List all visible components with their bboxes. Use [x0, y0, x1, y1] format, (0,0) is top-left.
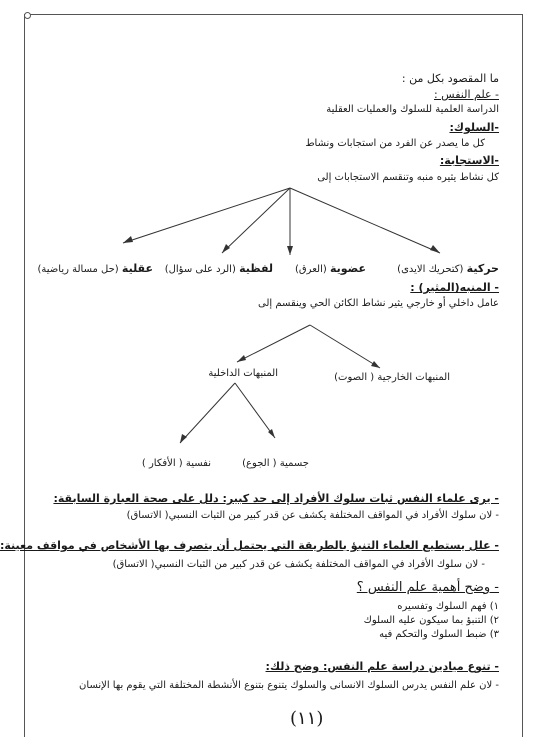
response-type-example: (العرق)	[295, 264, 327, 275]
psychological-stimuli: نفسية ( الأفكار )	[141, 458, 211, 469]
response-type-name: عقلية	[121, 262, 153, 275]
internal-stimuli: المنبهات الداخلية	[208, 368, 278, 379]
response-type-mental	[38, 262, 153, 275]
page-number: (١١)	[290, 708, 324, 729]
answer-4: - لان علم النفس يدرس السلوك الانسانى والسلوك يتنوع بتنوع الأنشطة المختلفة التي يقوم بها الإنسان	[79, 680, 499, 691]
intro-question: ما المقصود بكل من :	[401, 72, 499, 85]
physical-stimuli: جسمية ( الجوع)	[242, 458, 309, 469]
response-type-organic	[295, 262, 366, 275]
importance-item: ١) فهم السلوك وتفسيره	[397, 601, 499, 612]
question-3: - وضح أهمية علم النفس ؟	[356, 580, 499, 595]
answer-2: - لان سلوك الأفراد في المواقف المختلفة يكشف عن قدر كبير من الثبات النسبي( الاتساق)	[112, 559, 485, 570]
response-type-verbal	[165, 262, 273, 275]
question-4: - تنوع ميادين دراسة علم النفس: وضح ذلك:	[265, 660, 499, 673]
response-type-name: حركية	[466, 262, 499, 275]
psychology-definition: الدراسة العلمية للسلوك والعمليات العقلية	[326, 104, 499, 115]
question-2: - علل يستطيع العلماء التنبؤ بالطريقة التي يحتمل أن يتصرف بها الأشخاص في مواقف معينة:	[0, 539, 499, 552]
response-type-name: عضوية	[329, 262, 366, 275]
response-definition: كل نشاط يثيره منبه وتنقسم الاستجابات إلى	[317, 172, 499, 183]
response-type-example: (كتحريك الايدى)	[397, 264, 464, 275]
stimulus-term: - المنبه(المثير) :	[410, 281, 499, 294]
importance-item: ٢) التنبؤ بما سيكون عليه السلوك	[363, 615, 499, 626]
stimulus-definition: عامل داخلي أو خارجي يثير نشاط الكائن الحي وينقسم إلى	[258, 298, 499, 309]
question-1: - يرى علماء النفس ثبات سلوك الأفراد إلى حد كبير: دلل على صحة العبارة السابقة:	[53, 492, 499, 505]
behavior-term: -السلوك:	[449, 121, 499, 134]
response-type-motor	[397, 262, 499, 275]
external-stimuli: المنبهات الخارجية ( الصوت)	[334, 372, 450, 383]
response-type-example: (الرد على سؤال)	[164, 264, 236, 275]
psychology-term: - علم النفس :	[433, 88, 499, 101]
behavior-definition: كل ما يصدر عن الفرد من استجابات ونشاط	[305, 138, 485, 149]
answer-1: - لان سلوك الأفراد في المواقف المختلفة يكشف عن قدر كبير من الثبات النسبي( الاتساق)	[126, 510, 499, 521]
importance-item: ٣) ضبط السلوك والتحكم فيه	[379, 629, 499, 640]
response-term: -الاستجابة:	[439, 154, 499, 167]
response-type-example: (حل مسالة رياضية)	[37, 264, 119, 275]
response-type-name: لفظية	[239, 262, 273, 275]
